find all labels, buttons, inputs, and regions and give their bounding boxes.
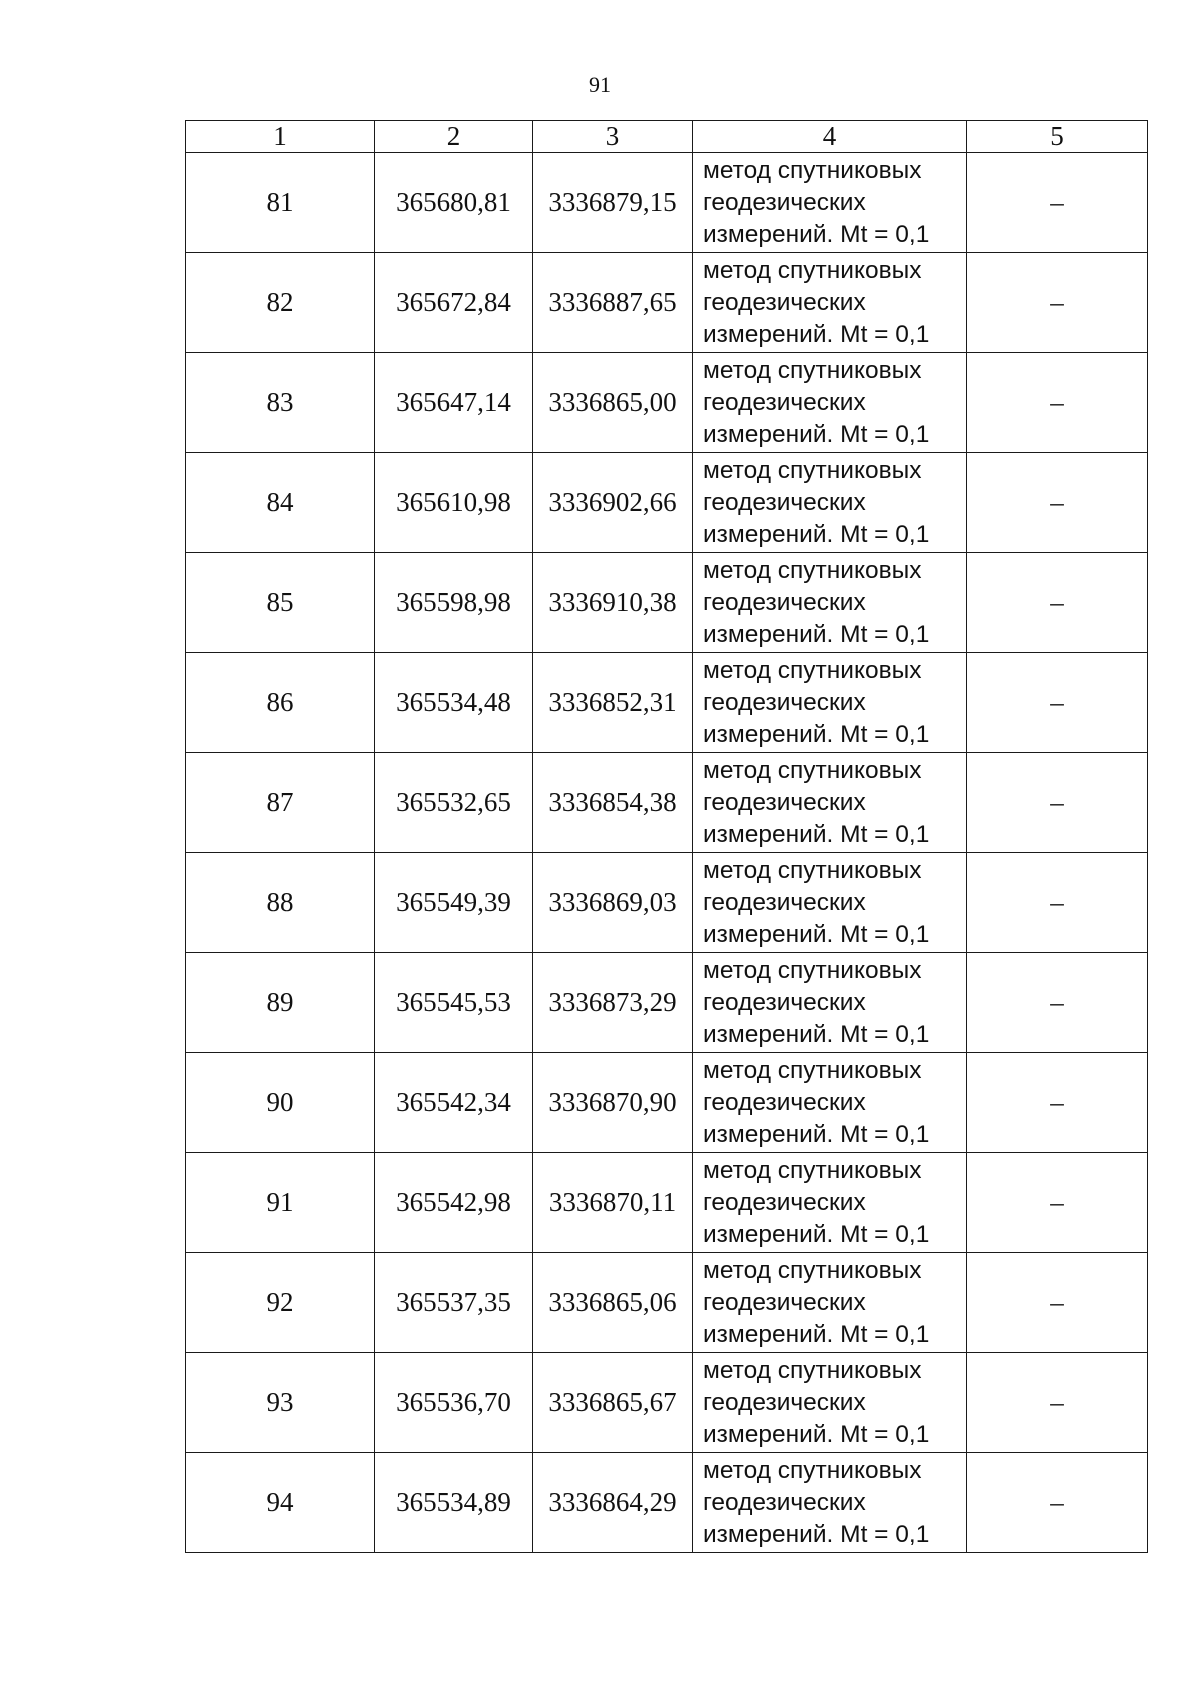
point-number-cell: 83 xyxy=(186,353,375,453)
method-cell xyxy=(693,853,967,953)
y-coordinate-cell: 3336865,67 xyxy=(533,1353,693,1453)
table-row xyxy=(186,453,1148,553)
method-text-line: измерений. Mt = 0,1 xyxy=(703,1220,930,1248)
method-text-line: метод спутниковых xyxy=(703,456,922,484)
x-coordinate-cell: 365537,35 xyxy=(375,1253,533,1353)
table-row xyxy=(186,1453,1148,1553)
table-body xyxy=(186,121,1148,1553)
y-coordinate-cell: 3336910,38 xyxy=(533,553,693,653)
point-number-cell: 86 xyxy=(186,653,375,753)
y-coordinate-cell: 3336852,31 xyxy=(533,653,693,753)
table-row xyxy=(186,653,1148,753)
table-row xyxy=(186,853,1148,953)
method-text-line: измерений. Mt = 0,1 xyxy=(703,820,930,848)
coordinates-table xyxy=(185,120,1148,1553)
method-cell xyxy=(693,1253,967,1353)
method-text-line: геодезических xyxy=(703,788,866,816)
table-row xyxy=(186,1353,1148,1453)
column-header-4: 4 xyxy=(693,121,967,153)
method-text-line: геодезических xyxy=(703,1288,866,1316)
y-coordinate-cell: 3336865,00 xyxy=(533,353,693,453)
x-coordinate-cell: 365672,84 xyxy=(375,253,533,353)
column-header-3: 3 xyxy=(533,121,693,153)
method-text-line: измерений. Mt = 0,1 xyxy=(703,620,930,648)
column-header-2: 2 xyxy=(375,121,533,153)
note-cell: – xyxy=(967,953,1148,1053)
table-row xyxy=(186,253,1148,353)
method-text-line: метод спутниковых xyxy=(703,1256,922,1284)
point-number-cell: 89 xyxy=(186,953,375,1053)
method-text-line: измерений. Mt = 0,1 xyxy=(703,1320,930,1348)
method-cell xyxy=(693,753,967,853)
point-number-cell: 92 xyxy=(186,1253,375,1353)
point-number-cell: 94 xyxy=(186,1453,375,1553)
method-text-line: геодезических xyxy=(703,688,866,716)
method-text-line: метод спутниковых xyxy=(703,956,922,984)
x-coordinate-cell: 365542,98 xyxy=(375,1153,533,1253)
method-text-line: метод спутниковых xyxy=(703,356,922,384)
point-number-cell: 91 xyxy=(186,1153,375,1253)
x-coordinate-cell: 365532,65 xyxy=(375,753,533,853)
note-cell: – xyxy=(967,753,1148,853)
method-text-line: измерений. Mt = 0,1 xyxy=(703,1420,930,1448)
method-text-line: метод спутниковых xyxy=(703,256,922,284)
note-cell: – xyxy=(967,853,1148,953)
table-row xyxy=(186,1153,1148,1253)
method-text-line: геодезических xyxy=(703,988,866,1016)
point-number-cell: 88 xyxy=(186,853,375,953)
y-coordinate-cell: 3336873,29 xyxy=(533,953,693,1053)
method-text-line: геодезических xyxy=(703,288,866,316)
method-text-line: метод спутниковых xyxy=(703,156,922,184)
method-text-line: измерений. Mt = 0,1 xyxy=(703,1520,930,1548)
table-row xyxy=(186,953,1148,1053)
note-cell: – xyxy=(967,1353,1148,1453)
method-cell xyxy=(693,653,967,753)
method-text-line: метод спутниковых xyxy=(703,656,922,684)
table-row xyxy=(186,1253,1148,1353)
note-cell: – xyxy=(967,653,1148,753)
point-number-cell: 90 xyxy=(186,1053,375,1153)
point-number-cell: 81 xyxy=(186,153,375,253)
table-row xyxy=(186,1053,1148,1153)
table-row xyxy=(186,553,1148,653)
method-text-line: измерений. Mt = 0,1 xyxy=(703,1020,930,1048)
point-number-cell: 85 xyxy=(186,553,375,653)
x-coordinate-cell: 365534,89 xyxy=(375,1453,533,1553)
method-text-line: геодезических xyxy=(703,388,866,416)
method-text-line: геодезических xyxy=(703,1388,866,1416)
y-coordinate-cell: 3336854,38 xyxy=(533,753,693,853)
column-header-5: 5 xyxy=(967,121,1148,153)
method-text-line: метод спутниковых xyxy=(703,856,922,884)
method-text-line: метод спутниковых xyxy=(703,756,922,784)
method-text-line: геодезических xyxy=(703,1088,866,1116)
table-row xyxy=(186,753,1148,853)
y-coordinate-cell: 3336869,03 xyxy=(533,853,693,953)
method-cell xyxy=(693,1053,967,1153)
x-coordinate-cell: 365647,14 xyxy=(375,353,533,453)
note-cell: – xyxy=(967,453,1148,553)
method-cell xyxy=(693,453,967,553)
point-number-cell: 87 xyxy=(186,753,375,853)
x-coordinate-cell: 365680,81 xyxy=(375,153,533,253)
method-text-line: измерений. Mt = 0,1 xyxy=(703,1120,930,1148)
method-text-line: измерений. Mt = 0,1 xyxy=(703,320,930,348)
y-coordinate-cell: 3336865,06 xyxy=(533,1253,693,1353)
method-text-line: геодезических xyxy=(703,188,866,216)
y-coordinate-cell: 3336870,90 xyxy=(533,1053,693,1153)
note-cell: – xyxy=(967,1253,1148,1353)
note-cell: – xyxy=(967,253,1148,353)
method-text-line: метод спутниковых xyxy=(703,1456,922,1484)
method-text-line: измерений. Mt = 0,1 xyxy=(703,420,930,448)
table-row xyxy=(186,353,1148,453)
table-header-row xyxy=(186,121,1148,153)
method-text-line: метод спутниковых xyxy=(703,1356,922,1384)
point-number-cell: 84 xyxy=(186,453,375,553)
method-text-line: метод спутниковых xyxy=(703,1056,922,1084)
note-cell: – xyxy=(967,153,1148,253)
page-number: 91 xyxy=(589,72,611,97)
method-cell xyxy=(693,353,967,453)
point-number-cell: 82 xyxy=(186,253,375,353)
note-cell: – xyxy=(967,1053,1148,1153)
method-text-line: геодезических xyxy=(703,1488,866,1516)
method-text-line: геодезических xyxy=(703,488,866,516)
x-coordinate-cell: 365610,98 xyxy=(375,453,533,553)
method-text-line: геодезических xyxy=(703,1188,866,1216)
y-coordinate-cell: 3336887,65 xyxy=(533,253,693,353)
y-coordinate-cell: 3336879,15 xyxy=(533,153,693,253)
note-cell: – xyxy=(967,1153,1148,1253)
method-text-line: метод спутниковых xyxy=(703,556,922,584)
y-coordinate-cell: 3336870,11 xyxy=(533,1153,693,1253)
method-cell xyxy=(693,1453,967,1553)
column-header-1: 1 xyxy=(186,121,375,153)
method-cell xyxy=(693,253,967,353)
y-coordinate-cell: 3336864,29 xyxy=(533,1453,693,1553)
note-cell: – xyxy=(967,1453,1148,1553)
x-coordinate-cell: 365598,98 xyxy=(375,553,533,653)
method-cell xyxy=(693,1153,967,1253)
table-row xyxy=(186,153,1148,253)
method-cell xyxy=(693,153,967,253)
method-cell xyxy=(693,953,967,1053)
note-cell: – xyxy=(967,353,1148,453)
x-coordinate-cell: 365549,39 xyxy=(375,853,533,953)
note-cell: – xyxy=(967,553,1148,653)
method-cell xyxy=(693,1353,967,1453)
x-coordinate-cell: 365536,70 xyxy=(375,1353,533,1453)
method-text-line: измерений. Mt = 0,1 xyxy=(703,720,930,748)
x-coordinate-cell: 365545,53 xyxy=(375,953,533,1053)
method-text-line: измерений. Mt = 0,1 xyxy=(703,920,930,948)
y-coordinate-cell: 3336902,66 xyxy=(533,453,693,553)
x-coordinate-cell: 365534,48 xyxy=(375,653,533,753)
point-number-cell: 93 xyxy=(186,1353,375,1453)
x-coordinate-cell: 365542,34 xyxy=(375,1053,533,1153)
method-text-line: геодезических xyxy=(703,588,866,616)
method-text-line: измерений. Mt = 0,1 xyxy=(703,220,930,248)
method-cell xyxy=(693,553,967,653)
method-text-line: геодезических xyxy=(703,888,866,916)
method-text-line: метод спутниковых xyxy=(703,1156,922,1184)
method-text-line: измерений. Mt = 0,1 xyxy=(703,520,930,548)
